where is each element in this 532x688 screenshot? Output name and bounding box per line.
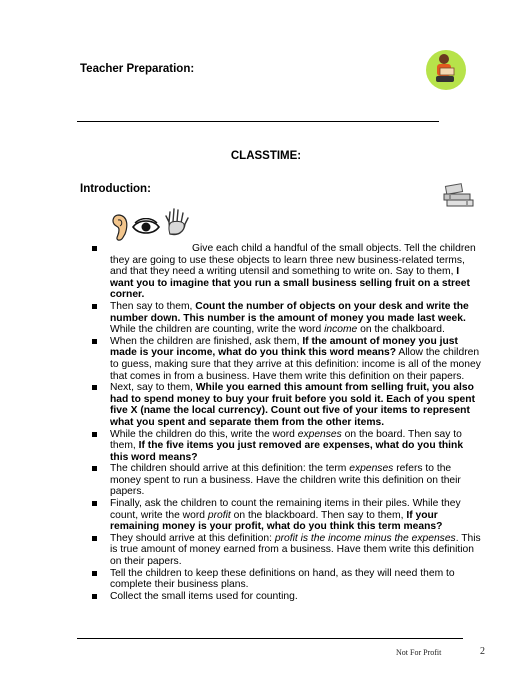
list-item-text: profit is the income minus the expenses	[274, 532, 456, 544]
list-item-text: While the children are counting, write the word	[110, 324, 325, 336]
bullet-icon	[92, 466, 97, 471]
bullet-icon	[92, 536, 97, 541]
list-item-text: Next, say to them,	[110, 382, 196, 394]
list-item-text: on the chalkboard.	[357, 324, 445, 336]
teacher-reading-icon	[424, 48, 468, 92]
list-item-text: I want you to imagine that you run a small business selling fruit on a street corner.	[110, 266, 470, 301]
list-item	[92, 463, 482, 498]
bullet-icon	[92, 339, 97, 344]
list-item	[92, 498, 482, 533]
list-item-text: . This is true amount of money earned from a business. Have them write this definition on their papers.	[110, 532, 481, 568]
divider-top	[77, 121, 439, 122]
books-stack-icon	[442, 181, 476, 209]
eye-icon	[131, 218, 161, 236]
page-number: 2	[480, 646, 485, 657]
list-item-text: expenses	[297, 428, 342, 440]
list-item-text: refers to the money spent to run a business. Have the children write this definition on their papers.	[110, 463, 461, 498]
list-item-text: Give each child a handful of the small objects. Tell the children they are going to use these objects to learn three new business-related terms, and that they need a writing utensil and something to write on. Say to them,	[110, 243, 476, 278]
list-item	[92, 336, 482, 382]
list-item	[92, 533, 482, 568]
list-item-text: If the amount of money you just made is your income, what do you think this word means?	[110, 335, 458, 359]
divider-bottom	[77, 638, 463, 639]
list-item	[92, 429, 482, 464]
list-item-text: Allow the children to guess, making sure that they arrive at this definition: income is all of the money that comes in from a business. Have them write this definition on their papers.	[110, 347, 481, 382]
list-item-text: on the blackboard. Then say to them,	[230, 509, 407, 521]
footer-text: Not For Profit	[396, 648, 442, 657]
list-item-text: on the board. Then say to them,	[110, 428, 462, 452]
introduction-heading: Introduction:	[80, 183, 151, 195]
bullet-icon	[92, 501, 97, 506]
teacher-preparation-heading: Teacher Preparation:	[80, 63, 195, 75]
list-item-text: When the children are finished, ask them,	[110, 335, 303, 347]
ear-icon	[110, 212, 130, 242]
list-item-text: While the children do this, write the word	[110, 428, 298, 440]
list-item-text: profit	[207, 509, 231, 521]
list-item-text: Tell the children to keep these definitions on hand, as they will need them to complete their business plans.	[110, 567, 455, 591]
classtime-heading: CLASSTIME:	[230, 150, 302, 162]
instruction-list	[92, 243, 482, 602]
list-item	[92, 568, 482, 591]
list-item	[92, 382, 482, 428]
list-item	[92, 301, 482, 336]
list-item-text: If your remaining money is your profit, what do you think this term means?	[110, 509, 443, 533]
bullet-icon	[92, 594, 97, 599]
list-item	[92, 243, 482, 301]
list-item-text: If the five items you just removed are expenses, what do you think this word means?	[110, 440, 464, 463]
bullet-icon	[92, 385, 97, 390]
list-item-text: Collect the small items used for counting.	[110, 590, 298, 602]
list-item-text: The children should arrive at this definition: the term	[110, 463, 350, 475]
bullet-icon	[92, 432, 97, 437]
list-item-text: expenses	[349, 463, 394, 475]
list-item-text: income	[324, 324, 358, 336]
list-item-text: Finally, ask the children to count the remaining items in their piles. While they count, write the word	[110, 498, 461, 521]
bullet-icon	[92, 304, 97, 309]
bullet-icon	[92, 246, 97, 251]
bullet-icon	[92, 571, 97, 576]
list-item-text: Count the number of objects on your desk and write the number down. This number is the amount of money you made last week.	[110, 300, 469, 324]
list-item-text: Then say to them,	[110, 300, 196, 312]
list-item-text: While you earned this amount from selling fruit, you also had to spend money to buy your fruit before you sold it. Each of you spent five X (name the local currency). Count out five of your items to represent what you spent and separate them from the other items.	[110, 382, 475, 428]
hand-icon	[164, 206, 190, 236]
list-item	[92, 591, 482, 603]
list-item-text: They should arrive at this definition:	[110, 532, 275, 544]
